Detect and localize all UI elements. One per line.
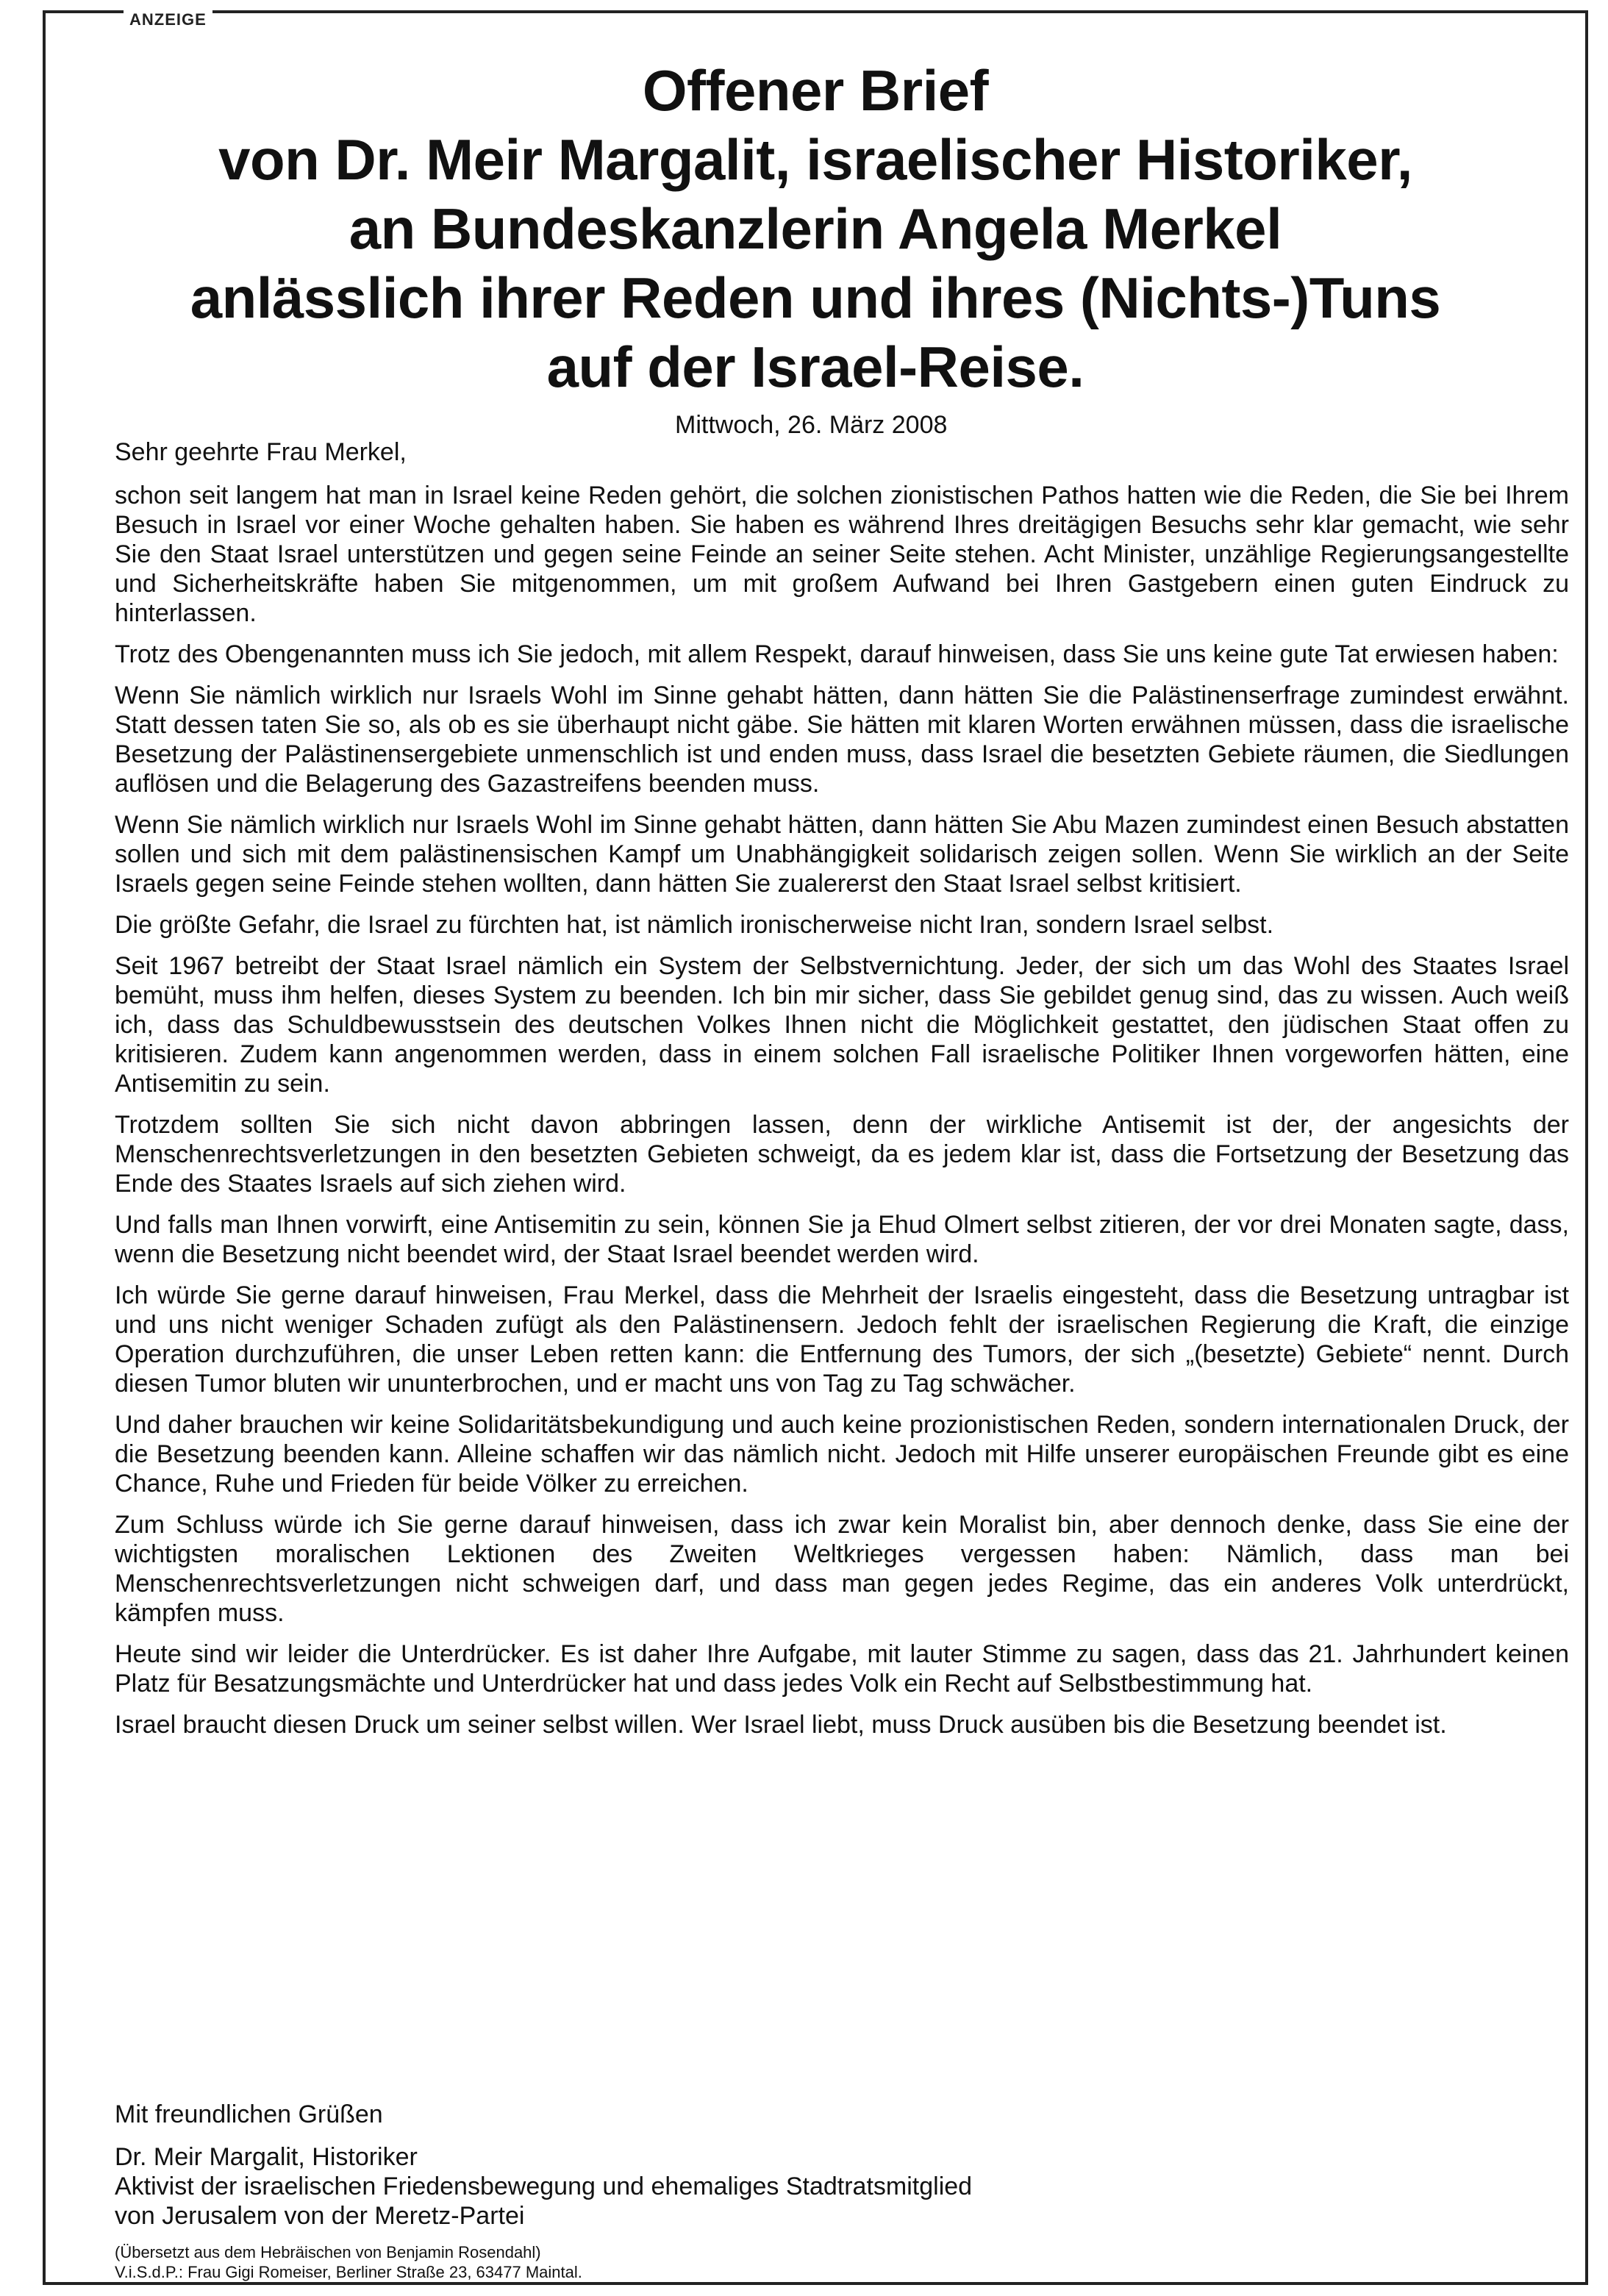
letter-date: Mittwoch, 26. März 2008 [675,411,948,439]
letter-title [46,56,1585,401]
body-paragraph: Die größte Gefahr, die Israel zu fürchten hat, ist nämlich ironischerweise nicht Iran, sondern Israel selbst. [115,911,1274,939]
letter-body [115,481,1569,1751]
closing-phrase: Mit freundlichen Grüßen [115,2100,383,2128]
signature-block [115,2142,972,2231]
body-paragraph: Seit 1967 betreibt der Staat Israel nämlich ein System der Selbstvernichtung. Jeder, der sich um das Wohl des Staates Israel bemüht, muss ihm helfen, dieses System zu beenden. Ich bin mir sicher, dass Sie gebildet genug sind, das zu wissen. Auch weiß ich, dass das Schuldbewusstsein des deutschen Volkes Ihnen nicht die Möglichkeit gestattet, den jüdischen Staat offen zu kritisieren. Zudem kann angenommen werden, dass in einem solchen Fall israelische Politiker Ihnen vorgeworfen hätten, eine Antisemitin zu sein. [115,952,1569,1098]
salutation: Sehr geehrte Frau Merkel, [115,438,407,466]
title-line: Offener Brief [642,58,989,123]
signature-line: von Jerusalem von der Meretz-Partei [115,2202,525,2230]
title-line: von Dr. Meir Margalit, israelischer Historiker, [218,127,1412,192]
body-paragraph: Und daher brauchen wir keine Solidaritätsbekundigung und auch keine prozionistischen Reden, sondern internationalen Druck, der die Besetzung beenden kann. Alleine schaffen wir das nämlich nicht. Jedoch mit Hilfe unserer europäischen Freunde gibt es eine Chance, Ruhe und Frieden für beide Völker zu erreichen. [115,1411,1569,1498]
signature-line: Dr. Meir Margalit, Historiker [115,2143,418,2171]
translation-note: (Übersetzt aus dem Hebräischen von Benjamin Rosendahl) [115,2243,541,2261]
title-line: auf der Israel-Reise. [546,335,1084,399]
body-paragraph: Zum Schluss würde ich Sie gerne darauf hinweisen, dass ich zwar kein Moralist bin, aber dennoch denke, dass Sie eine der wichtigsten moralischen Lektionen des Zweiten Weltkrieges vergessen haben: Nämlich, dass man bei Menschenrechtsverletzungen nicht schweigen darf, und dass man gegen jedes Regime, das ein anderes Volk unterdrückt, kämpfen muss. [115,1511,1569,1627]
body-paragraph: schon seit langem hat man in Israel keine Reden gehört, die solchen zionistischen Pathos hatten wie die Reden, die Sie bei Ihrem Besuch in Israel vor einer Woche gehalten haben. Sie haben es während Ihres dreitägigen Besuchs sehr klar gemacht, wie sehr Sie den Staat Israel unterstützen und gegen seine Feinde an seiner Seite stehen. Acht Minister, unzählige Regierungsangestellte und Sicherheitskräfte haben Sie mitgenommen, um mit großem Aufwand bei Ihren Gastgebern einen guten Eindruck zu hinterlassen. [115,482,1569,627]
body-paragraph: Heute sind wir leider die Unterdrücker. Es ist daher Ihre Aufgabe, mit lauter Stimme zu sagen, dass das 21. Jahrhundert keinen Platz für Besatzungsmächte und Unterdrücker hat und dass jedes Volk ein Recht auf Selbstbestimmung hat. [115,1640,1569,1698]
body-paragraph: Israel braucht diesen Druck um seiner selbst willen. Wer Israel liebt, muss Druck ausüben bis die Besetzung beendet ist. [115,1711,1447,1739]
body-paragraph: Trotz des Obengenannten muss ich Sie jedoch, mit allem Respekt, darauf hinweisen, dass Sie uns keine gute Tat erwiesen haben: [115,640,1559,668]
legal-responsibility-note: V.i.S.d.P.: Frau Gigi Romeiser, Berliner Straße 23, 63477 Maintal. [115,2263,582,2281]
body-paragraph: Ich würde Sie gerne darauf hinweisen, Frau Merkel, dass die Mehrheit der Israelis eingesteht, dass die Besetzung untragbar ist und uns nicht weniger Schaden zufügt als den Palästinensern. Jedoch fehlt der israelischen Regierung die Kraft, die einzige Operation durchzuführen, die unser Leben retten kann: die Entfernung des Tumors, der sich „(besetzte) Gebiete“ nennt. Durch diesen Tumor bluten wir ununterbrochen, und er macht uns von Tag zu Tag schwächer. [115,1281,1569,1398]
ad-frame [43,10,1588,2285]
title-line: anlässlich ihrer Reden und ihres (Nichts-)Tuns [190,265,1441,330]
ad-label: ANZEIGE [124,10,212,29]
body-paragraph: Wenn Sie nämlich wirklich nur Israels Wohl im Sinne gehabt hätten, dann hätten Sie die Palästinenserfrage zumindest erwähnt. Statt dessen taten Sie so, als ob es sie überhaupt nicht gäbe. Sie hätten mit klaren Worten erwähnen müssen, dass die israelische Besetzung der Palästinensergebiete unmenschlich ist und enden muss, dass Israel die besetzten Gebiete räumen, die Siedlungen auflösen und die Belagerung des Gazastreifens beenden muss. [115,682,1569,798]
title-line: an Bundeskanzlerin Angela Merkel [349,196,1282,261]
body-paragraph: Und falls man Ihnen vorwirft, eine Antisemitin zu sein, können Sie ja Ehud Olmert selbst zitieren, der vor drei Monaten sagte, dass, wenn die Besetzung nicht beendet wird, der Staat Israel beendet werden wird. [115,1211,1569,1268]
body-paragraph: Trotzdem sollten Sie sich nicht davon abbringen lassen, denn der wirkliche Antisemit ist der, der angesichts der Menschenrechtsverletzungen in den besetzten Gebieten schweigt, da es jedem klar ist, dass die Fortsetzung der Besetzung das Ende des Staates Israels auf sich ziehen wird. [115,1111,1569,1198]
signature-line: Aktivist der israelischen Friedensbewegung und ehemaliges Stadtratsmitglied [115,2172,973,2200]
footnote [115,2242,582,2282]
body-paragraph: Wenn Sie nämlich wirklich nur Israels Wohl im Sinne gehabt hätten, dann hätten Sie Abu Mazen zumindest einen Besuch abstatten sollen und sich mit dem palästinensischen Kampf um Unabhängigkeit solidarisch zeigen sollen. Wenn Sie wirklich an der Seite Israels gegen seine Feinde stehen wollten, dann hätten Sie zualererst den Staat Israel selbst kritisiert. [115,811,1569,898]
